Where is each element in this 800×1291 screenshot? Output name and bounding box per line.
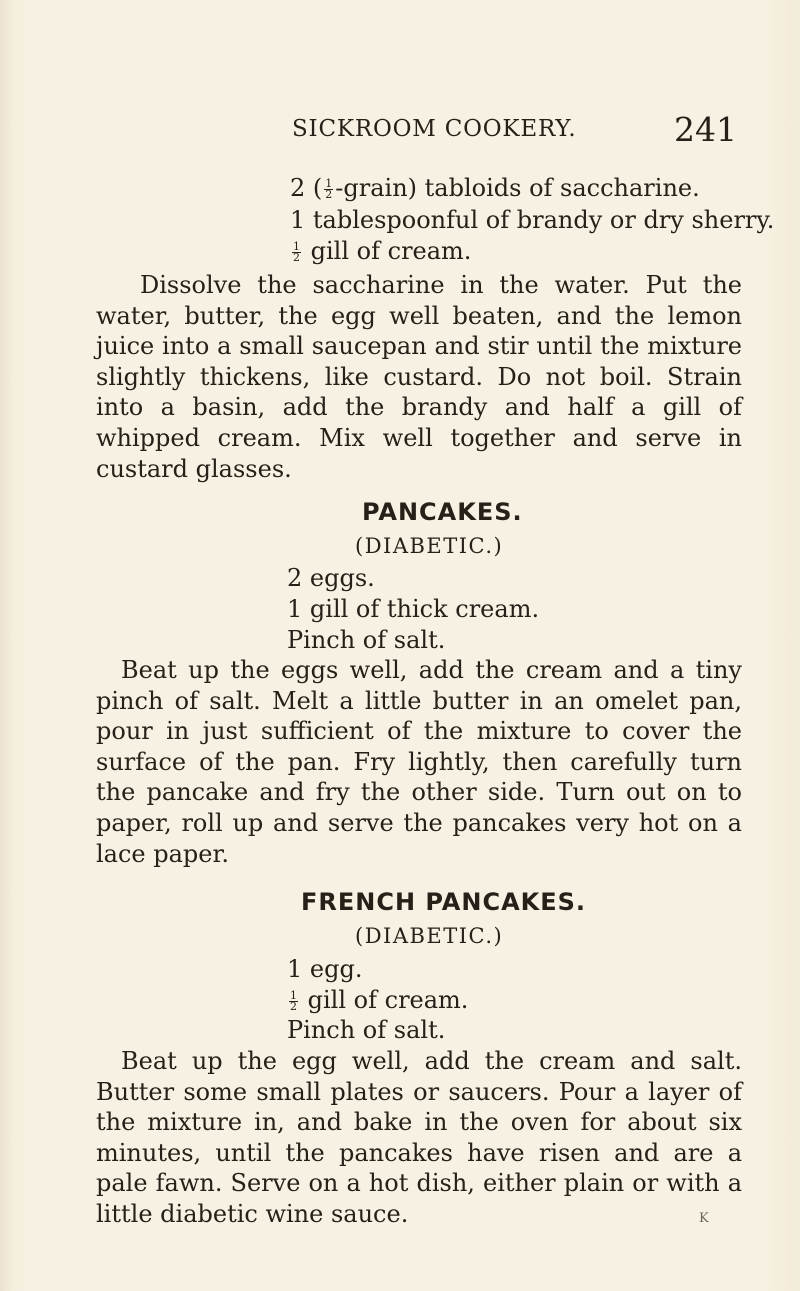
- ingredient-line: 1 gill of thick cream.: [287, 595, 540, 623]
- recipe-title: PANCAKES.: [362, 498, 523, 526]
- method-paragraph: Beat up the egg well, add the cream and salt. Butter some small plates or saucers. Pour a layer of the mixture in, and bake in the oven for about six minutes, until the pancakes have risen and are a pale fawn. Serve on a hot dish, either plain or with a little diabetic wine sauce.: [96, 1047, 742, 1228]
- ingredient-line: 2 eggs.: [287, 564, 375, 592]
- running-title: SICKROOM COOKERY.: [292, 116, 577, 142]
- ingredient-line: 1 egg.: [287, 955, 363, 983]
- signature-mark: K: [699, 1211, 709, 1226]
- recipe-subtitle: (DIABETIC.): [355, 534, 504, 558]
- fraction-one-half: $\frac{1}{2}$: [290, 989, 297, 1013]
- recipe-subtitle: (DIABETIC.): [355, 924, 504, 948]
- fraction-one-half: $\frac{1}{2}$: [325, 177, 333, 201]
- page-number: 241: [674, 110, 737, 149]
- ingredient-line: 2 ( $\frac{1}{2}$ -grain) tabloids of saccharine.: [290, 174, 700, 202]
- ingredient-line: 1 tablespoonful of brandy or dry sherry.: [290, 206, 775, 234]
- ingredient-line: Pinch of salt.: [287, 626, 446, 654]
- method-paragraph: Dissolve the saccharine in the water. Put the water, butter, the egg well beaten, and the lemon juice into a small saucepan and stir until the mixture slightly thickens, like custard. Do not boil. Strain into a basin, add the brandy and half a gill of whipped cream. Mix well together and serve in custard glasses.: [96, 271, 742, 483]
- ingredient-line: $\frac{1}{2}$ gill of cream.: [293, 237, 472, 265]
- fraction-one-half: $\frac{1}{2}$: [293, 240, 300, 264]
- running-head: [0, 110, 800, 156]
- recipe-title: FRENCH PANCAKES.: [301, 888, 587, 916]
- method-paragraph: Beat up the eggs well, add the cream and a tiny pinch of salt. Melt a little butter in an omelet pan, pour in just sufficient of the mixture to cover the surface of the pan. Fry lightly, then carefully turn the pancake and fry the other side. Turn out on to paper, roll up and serve the pancakes very hot on a lace paper.: [96, 656, 742, 868]
- ingredient-line: $\frac{1}{2}$ gill of cream.: [290, 986, 469, 1014]
- ingredient-line: Pinch of salt.: [287, 1016, 446, 1044]
